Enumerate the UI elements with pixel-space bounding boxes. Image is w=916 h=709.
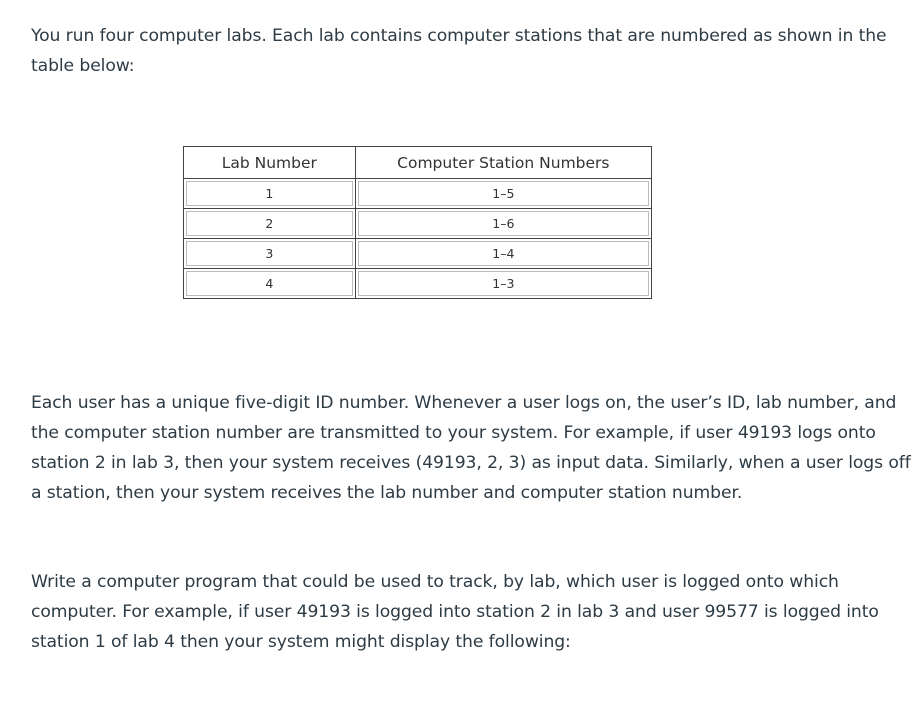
lab-number-cell: 4 xyxy=(184,269,356,299)
lab-stations-table xyxy=(183,146,652,299)
task-paragraph: Write a computer program that could be used to track, by lab, which user is logged onto which computer. For example, if user 49193 is logged into station 2 in lab 3 and user 99577 is logged into station 1 of lab 4 then your system might display the following: xyxy=(31,572,879,652)
lab-number-cell: 1 xyxy=(184,179,356,209)
station-range-cell: 1–4 xyxy=(355,239,651,269)
header-station-numbers: Computer Station Numbers xyxy=(355,147,651,179)
station-range-cell: 1–6 xyxy=(355,209,651,239)
lab-stations-table-container xyxy=(183,146,652,299)
table-header-row xyxy=(184,147,652,179)
lab-number-cell: 3 xyxy=(184,239,356,269)
station-range-cell: 1–3 xyxy=(355,269,651,299)
intro-paragraph: You run four computer labs. Each lab contains computer stations that are numbered as shown in the table below: xyxy=(31,26,887,76)
table-row xyxy=(184,179,652,209)
table-row xyxy=(184,209,652,239)
header-lab-number: Lab Number xyxy=(184,147,356,179)
input-description-paragraph: Each user has a unique five-digit ID number. Whenever a user logs on, the user’s ID, lab number, and the computer station number are transmitted to your system. For example, if user 49193 logs onto station 2 in lab 3, then your system receives (49193, 2, 3) as input data. Similarly, when a user logs off a station, then your system receives the lab number and computer station number. xyxy=(31,393,911,503)
table-row xyxy=(184,269,652,299)
station-range-cell: 1–5 xyxy=(355,179,651,209)
lab-number-cell: 2 xyxy=(184,209,356,239)
table-row xyxy=(184,239,652,269)
